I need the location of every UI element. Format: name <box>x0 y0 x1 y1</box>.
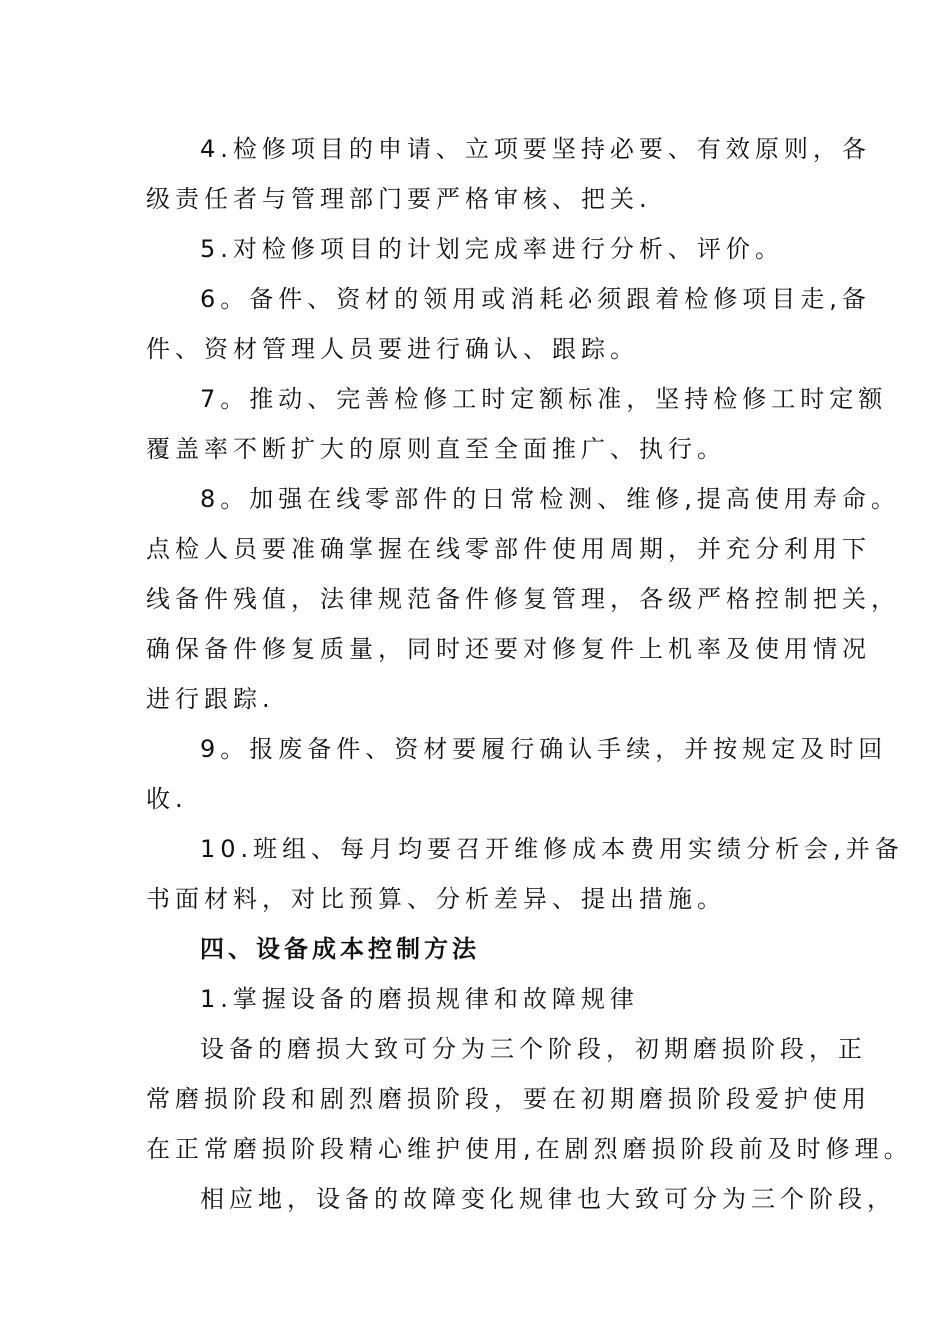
paragraph-line: 4.检修项目的申请、立项要坚持必要、有效原则，各 <box>200 135 871 163</box>
paragraph-line: 进行跟踪. <box>146 685 275 713</box>
paragraph-line: 在正常磨损阶段精心维护使用,在剧烈磨损阶段前及时修理。 <box>146 1135 913 1163</box>
paragraph-line: 确保备件修复质量，同时还要对修复件上机率及使用情况 <box>146 635 871 663</box>
paragraph-line: 件、资材管理人员要进行确认、跟踪。 <box>146 335 639 363</box>
paragraph-line: 10.班组、每月均要召开维修成本费用实绩分析会,并备 <box>200 835 904 863</box>
subsection-title: 1.掌握设备的磨损规律和故障规律 <box>200 985 639 1013</box>
paragraph-line: 常磨损阶段和剧烈磨损阶段，要在初期磨损阶段爱护使用 <box>146 1085 871 1113</box>
paragraph-line: 设备的磨损大致可分为三个阶段，初期磨损阶段，正 <box>200 1035 867 1063</box>
paragraph-line: 收. <box>146 785 188 813</box>
paragraph-line: 覆盖率不断扩大的原则直至全面推广、执行。 <box>146 435 726 463</box>
paragraph-line: 5.对检修项目的计划完成率进行分析、评价。 <box>200 235 784 263</box>
paragraph-line: 8。加强在线零部件的日常检测、维修,提高使用寿命。 <box>200 485 900 513</box>
paragraph-line: 级责任者与管理部门要严格审核、把关. <box>146 185 652 213</box>
section-heading: 四、设备成本控制方法 <box>200 935 480 963</box>
paragraph-line: 相应地，设备的故障变化规律也大致可分为三个阶段， <box>200 1185 896 1213</box>
paragraph-line: 6。备件、资材的领用或消耗必须跟着检修项目走,备 <box>200 285 871 313</box>
paragraph-line: 9。报废备件、资材要履行确认手续，并按规定及时回 <box>200 735 888 763</box>
paragraph-line: 点检人员要准确掌握在线零部件使用周期，并充分利用下 <box>146 535 871 563</box>
paragraph-line: 7。推动、完善检修工时定额标准，坚持检修工时定额 <box>200 385 888 413</box>
paragraph-line: 线备件残值，法律规范备件修复管理，各级严格控制把关， <box>146 585 900 613</box>
paragraph-line: 书面材料，对比预算、分析差异、提出措施。 <box>146 885 726 913</box>
